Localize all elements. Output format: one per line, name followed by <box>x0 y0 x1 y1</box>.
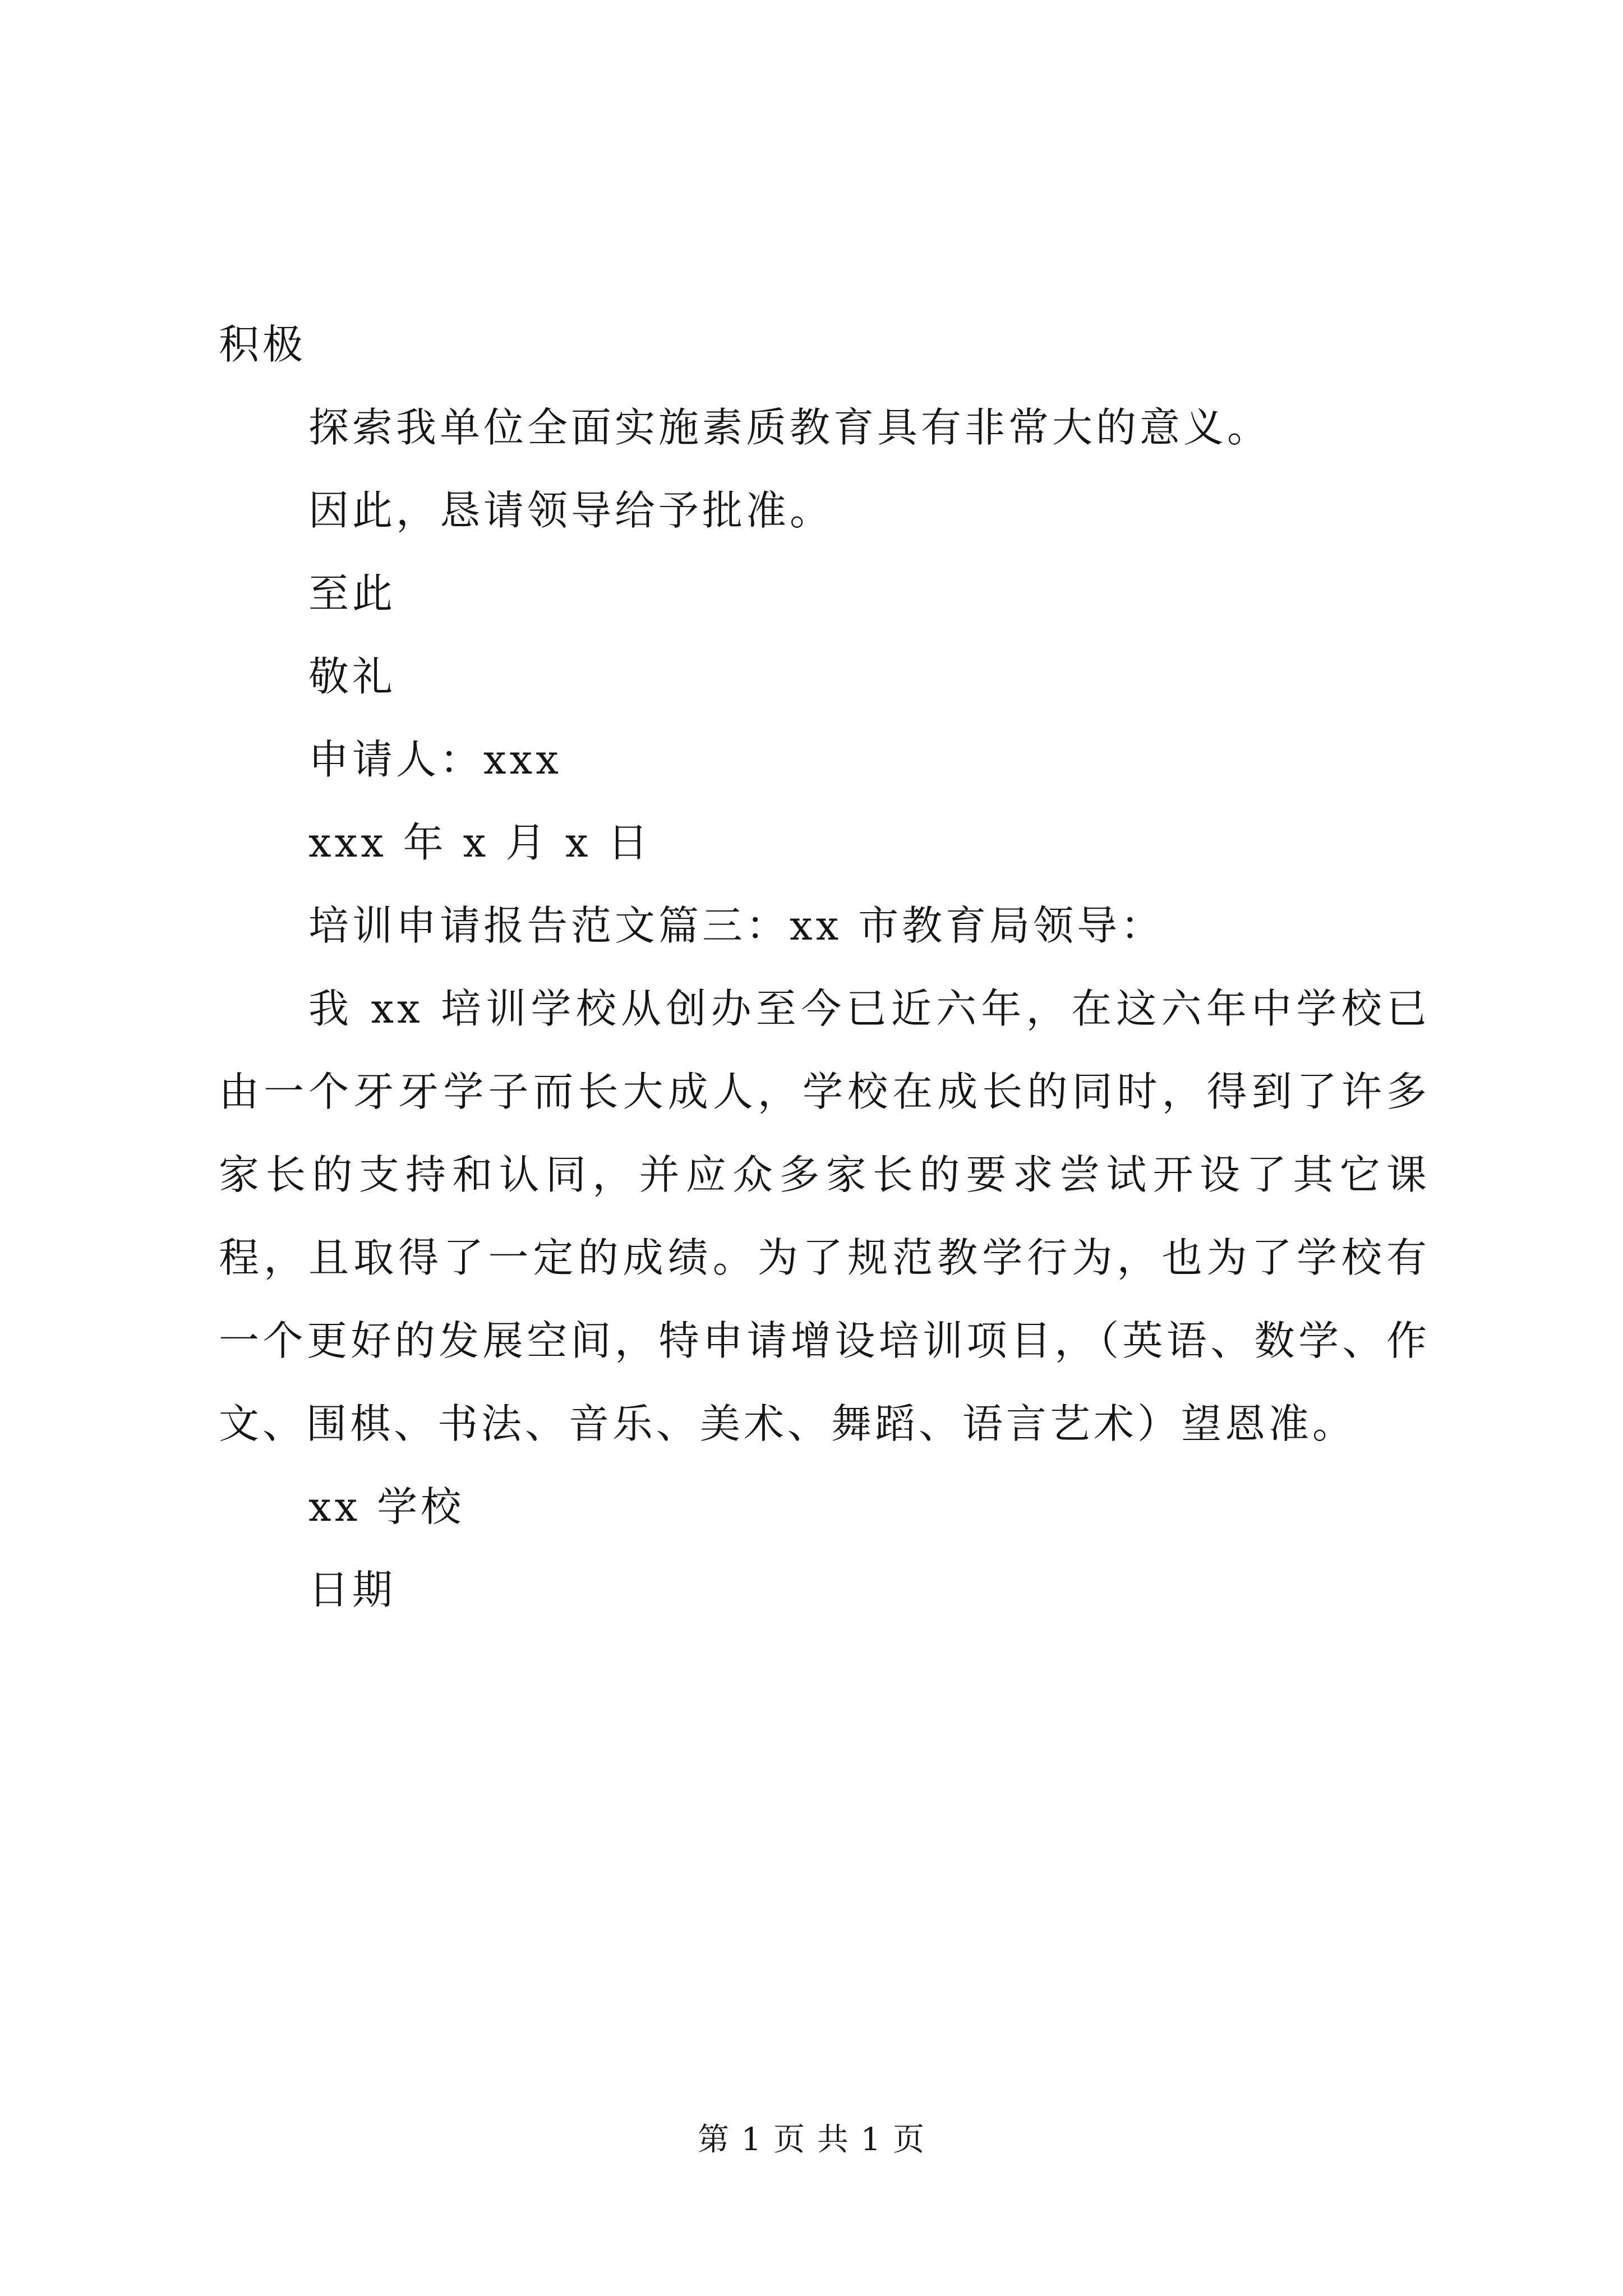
text-line-request-approval: 因此，恳请领导给予批准。 <box>308 487 834 534</box>
text-line-significance: 探索我单位全面实施素质教育具有非常大的意义。 <box>308 404 1271 451</box>
text-line-applicant: 申请人：xxx <box>308 736 562 783</box>
text-line-continuation: 积极 <box>219 321 307 368</box>
page-footer: 第 1 页 共 1 页 <box>697 2122 926 2158</box>
body-paragraph: 我 xx 培训学校从创办至今已近六年，在这六年中学校已由一个牙牙学子而长大成人，学校在成长的同时，得到了许多家长的支持和认同，并应众多家长的要求尝试开设了其它课程，且取得了一定的成绩。为了规范教学行为，也为了学校有一个更好的发展空间，特申请增设培训项目，（英语、数学、作文、围棋、书法、音乐、美术、舞蹈、语言艺术）望恩准。 <box>219 985 1430 1447</box>
text-line-salutation: 敬礼 <box>308 653 396 700</box>
text-line-date: xxx 年 x 月 x 日 <box>308 819 652 866</box>
text-line-closing: 至此 <box>308 570 396 617</box>
signature-school: xx 学校 <box>308 1483 465 1530</box>
text-line-section-heading: 培训申请报告范文篇三：xx 市教育局领导： <box>308 902 1165 949</box>
signature-date: 日期 <box>308 1566 396 1613</box>
document-body <box>219 303 1430 1631</box>
